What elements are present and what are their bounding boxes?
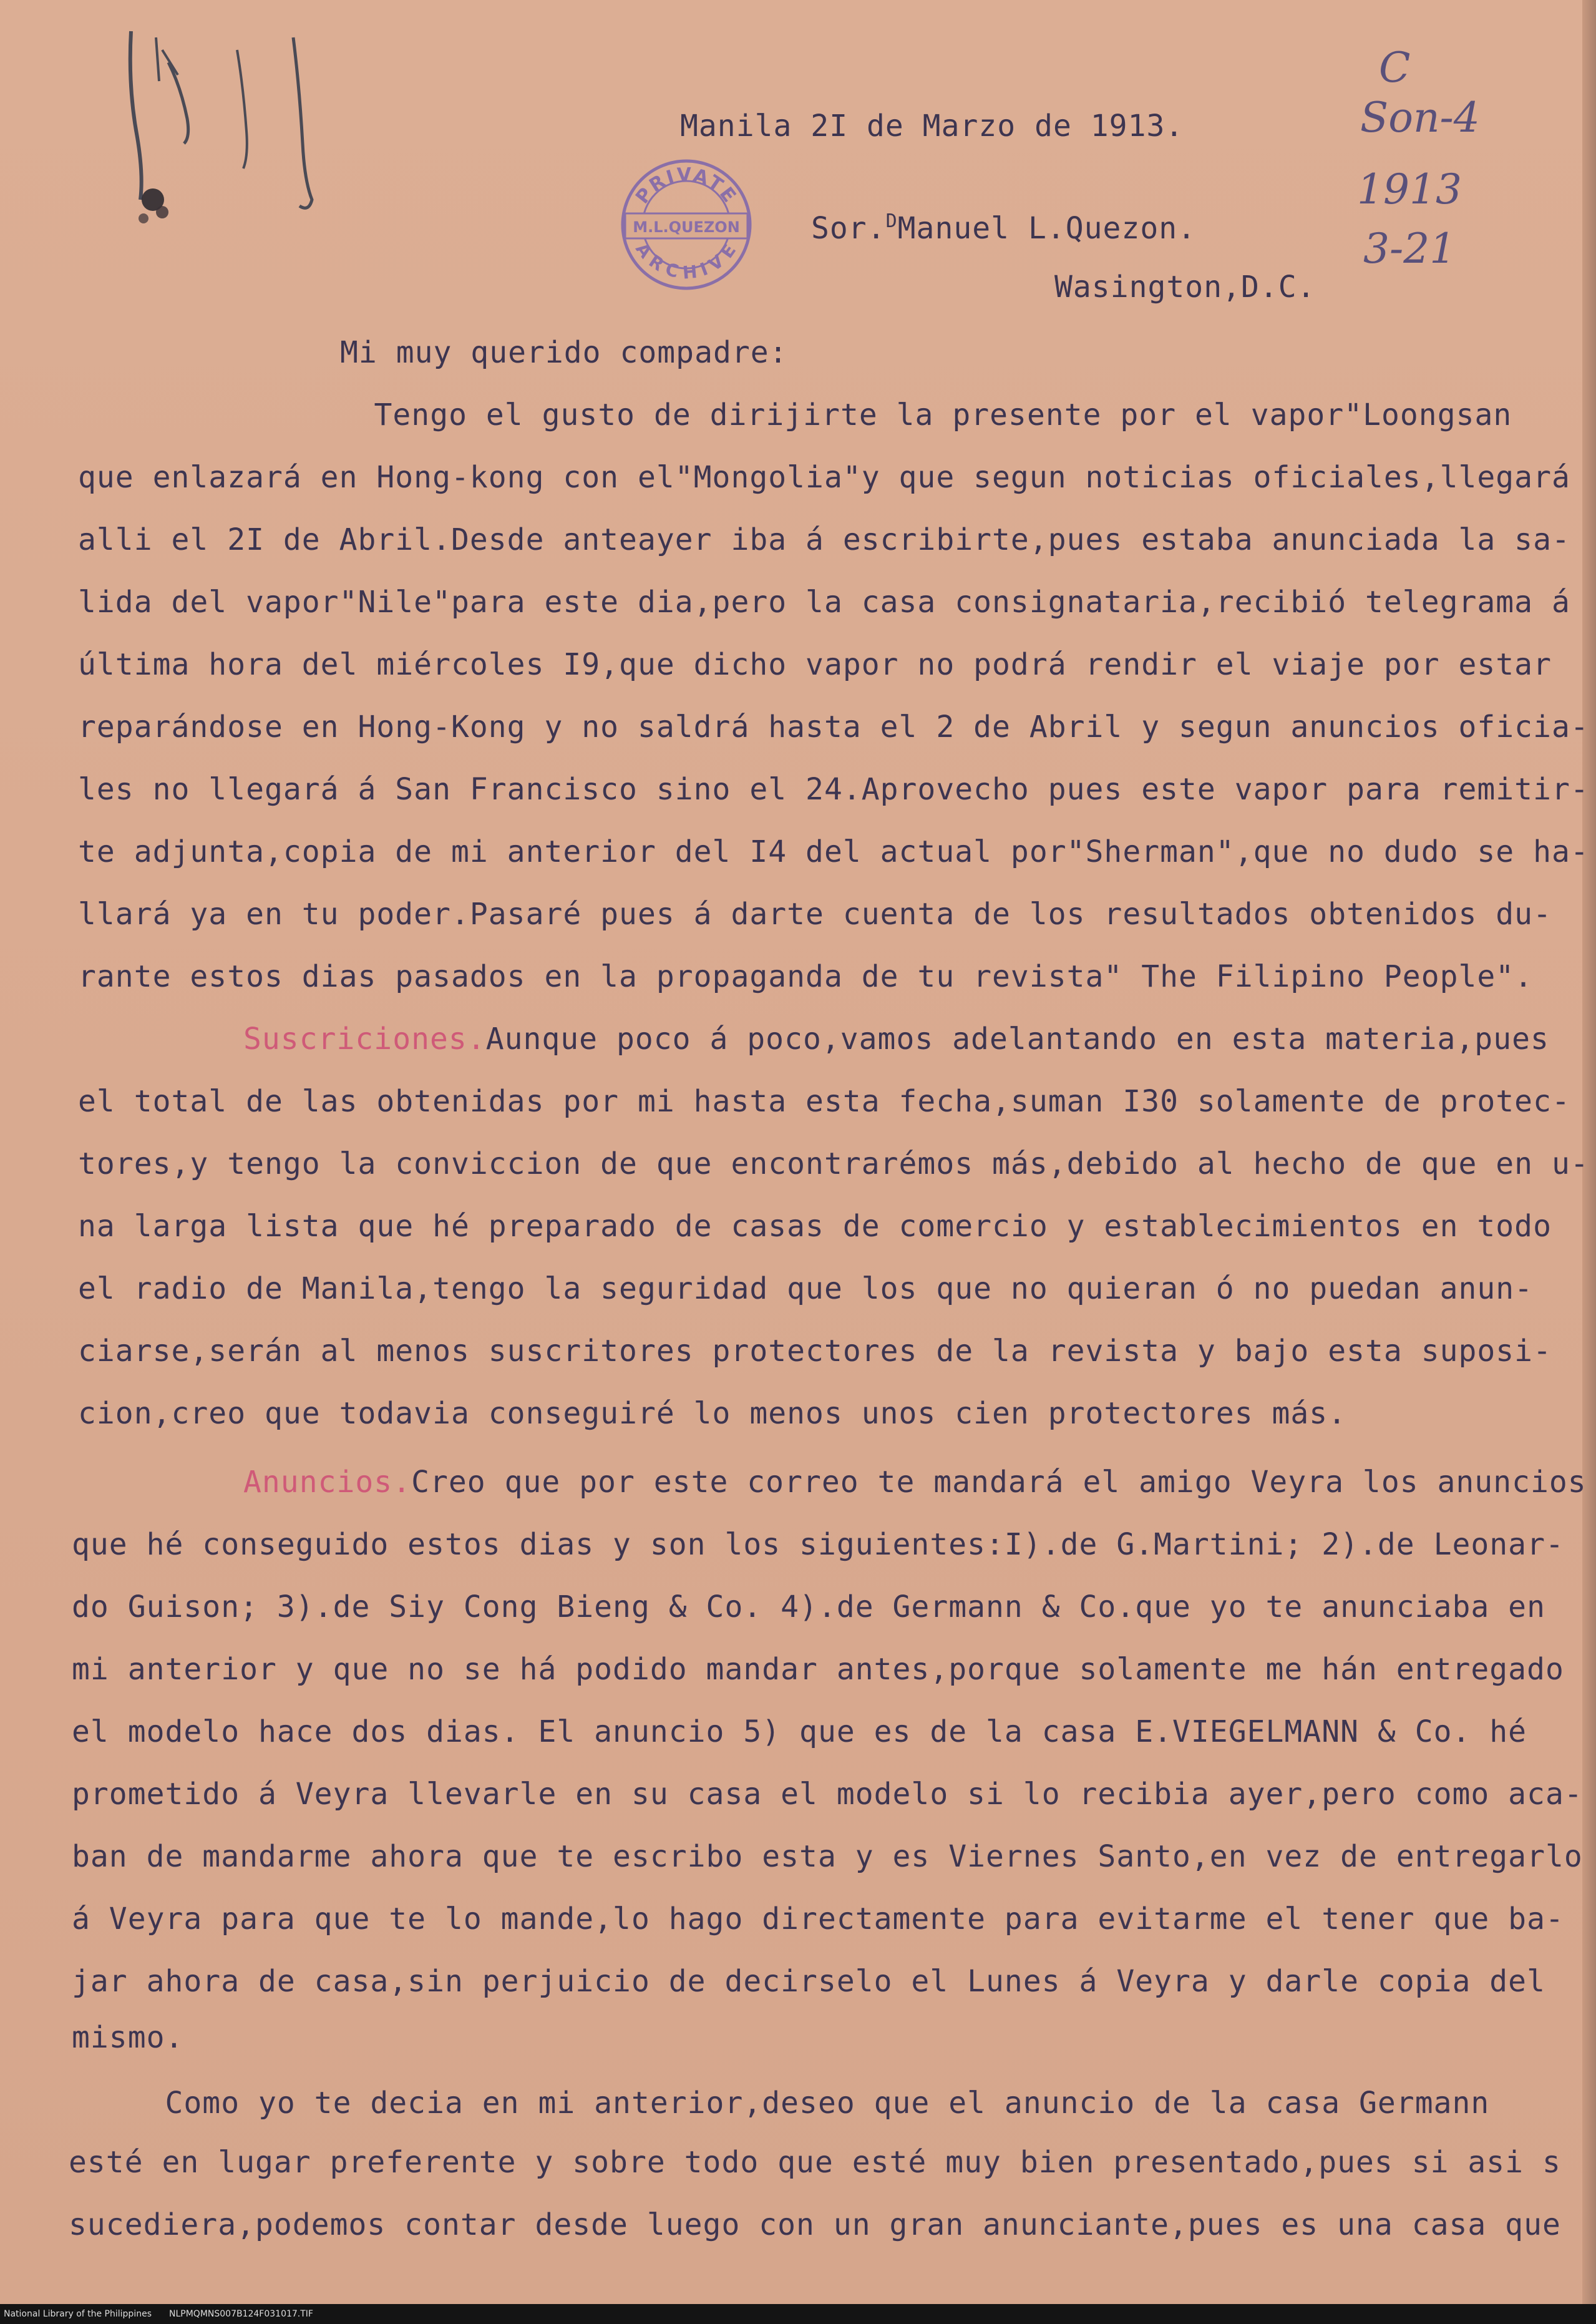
p4-line: Como yo te decia en mi anterior,deseo que el anuncio de la casa Germann bbox=[72, 2086, 1490, 2121]
p1-line: lida del vapor"Nile"para este dia,pero la casa consignataria,recibió telegrama á bbox=[78, 585, 1570, 620]
p2-line: el total de las obtenidas por mi hasta esta fecha,suman I30 solamente de protec- bbox=[78, 1084, 1570, 1119]
p3-line: do Guison; 3).de Siy Cong Bieng & Co. 4).de Germann & Co.que yo te anunciaba en bbox=[72, 1589, 1545, 1624]
p3-line: mi anterior y que no se há podido mandar antes,porque solamente me hán entregado bbox=[72, 1652, 1564, 1687]
p1-line: les no llegará á San Francisco sino el 24.Aprovecho pues este vapor para remitir- bbox=[78, 772, 1589, 807]
p2-first-line bbox=[243, 1020, 1549, 1058]
addressee-line bbox=[811, 203, 1196, 247]
annotation-line-4: 3-21 bbox=[1363, 225, 1456, 273]
p4-line: esté en lugar preferente y sobre todo que esté muy bien presentado,pues si asi s bbox=[69, 2145, 1561, 2180]
archive-stamp bbox=[618, 156, 755, 293]
p3-line: jar ahora de casa,sin perjuicio de decirselo el Lunes á Veyra y darle copia del bbox=[72, 1964, 1545, 1999]
p1-line: última hora del miércoles I9,que dicho vapor no podrá rendir el viaje por estar bbox=[78, 647, 1552, 682]
stamp-top-text: PRIVATE bbox=[631, 164, 741, 208]
date-line: Manila 2I de Marzo de 1913. bbox=[680, 109, 1184, 144]
stamp-center-text: M.L.QUEZON bbox=[633, 218, 740, 236]
svg-text:PRIVATE bbox=[631, 164, 741, 208]
annotation-line-1: C bbox=[1379, 44, 1411, 92]
annotation-line-3: 1913 bbox=[1357, 165, 1462, 213]
p1-line: que enlazará en Hong-kong con el"Mongolia"y que segun noticias oficiales,llegará bbox=[78, 460, 1570, 495]
p4-line: sucediera,podemos contar desde luego con un gran anunciante,pues es una casa que bbox=[69, 2207, 1561, 2242]
p2-line: el radio de Manila,tengo la seguridad que los que no quieran ó no puedan anun- bbox=[78, 1271, 1534, 1306]
anuncios-heading: Anuncios. bbox=[243, 1465, 412, 1500]
addressee-prefix: Sor. bbox=[811, 211, 886, 246]
stamp-bottom-text: ARCHIVE bbox=[631, 238, 741, 283]
salutation: Mi muy querido compadre: bbox=[340, 335, 788, 370]
p1-line: llará ya en tu poder.Pasaré pues á darte cuenta de los resultados obtenidos du- bbox=[78, 897, 1552, 932]
p1-line: rante estos dias pasados en la propaganda de tu revista" The Filipino People". bbox=[78, 959, 1534, 994]
pencil-marks bbox=[94, 12, 343, 243]
addressee-name: Manuel L.Quezon. bbox=[897, 211, 1197, 246]
p3-first-line bbox=[243, 1463, 1587, 1501]
footer-library: National Library of the Philippines bbox=[4, 2309, 152, 2319]
p3-line: mismo. bbox=[72, 2020, 184, 2055]
p1-line: te adjunta,copia de mi anterior del I4 del actual por"Sherman",que no dudo se ha- bbox=[78, 834, 1589, 869]
p1-line: reparándose en Hong-Kong y no saldrá hasta el 2 de Abril y segun anuncios oficia- bbox=[78, 710, 1589, 745]
p2-line: ciarse,serán al menos suscritores protectores de la revista y bajo esta suposi- bbox=[78, 1334, 1552, 1369]
p3-line: ban de mandarme ahora que te escribo esta y es Viernes Santo,en vez de entregarlo bbox=[72, 1839, 1583, 1874]
addressee-sup: D bbox=[885, 210, 898, 232]
p1-line: Tengo el gusto de dirijirte la presente por el vapor"Loongsan bbox=[281, 398, 1512, 432]
p3-line: Creo que por este correo te mandará el amigo Veyra los anuncios bbox=[411, 1465, 1587, 1500]
p3-line: á Veyra para que te lo mande,lo hago directamente para evitarme el tener que ba- bbox=[72, 1902, 1564, 1936]
suscriciones-heading: Suscriciones. bbox=[243, 1022, 486, 1057]
annotation-line-2: Son-4 bbox=[1360, 94, 1480, 142]
p3-line: prometido á Veyra llevarle en su casa el modelo si lo recibia ayer,pero como aca- bbox=[72, 1777, 1583, 1812]
p2-line: na larga lista que hé preparado de casas de comercio y establecimientos en todo bbox=[78, 1209, 1552, 1244]
p2-line: cion,creo que todavia conseguiré lo menos unos cien protectores más. bbox=[78, 1396, 1347, 1431]
scan-footer bbox=[0, 2304, 1596, 2324]
p3-line: el modelo hace dos dias. El anuncio 5) que es de la casa E.VIEGELMANN & Co. hé bbox=[72, 1714, 1527, 1749]
p2-line: tores,y tengo la conviccion de que encontrarémos más,debido al hecho de que en u- bbox=[78, 1146, 1589, 1181]
footer-file-id: NLPMQMNS007B124F031017.TIF bbox=[169, 2309, 313, 2319]
p3-line: que hé conseguido estos dias y son los siguientes:I).de G.Martini; 2).de Leonar- bbox=[72, 1527, 1564, 1562]
address-city: Wasington,D.C. bbox=[1054, 270, 1316, 305]
p2-line: Aunque poco á poco,vamos adelantando en esta materia,pues bbox=[485, 1022, 1549, 1057]
p1-line: alli el 2I de Abril.Desde anteayer iba á escribirte,pues estaba anunciada la sa- bbox=[78, 522, 1570, 557]
